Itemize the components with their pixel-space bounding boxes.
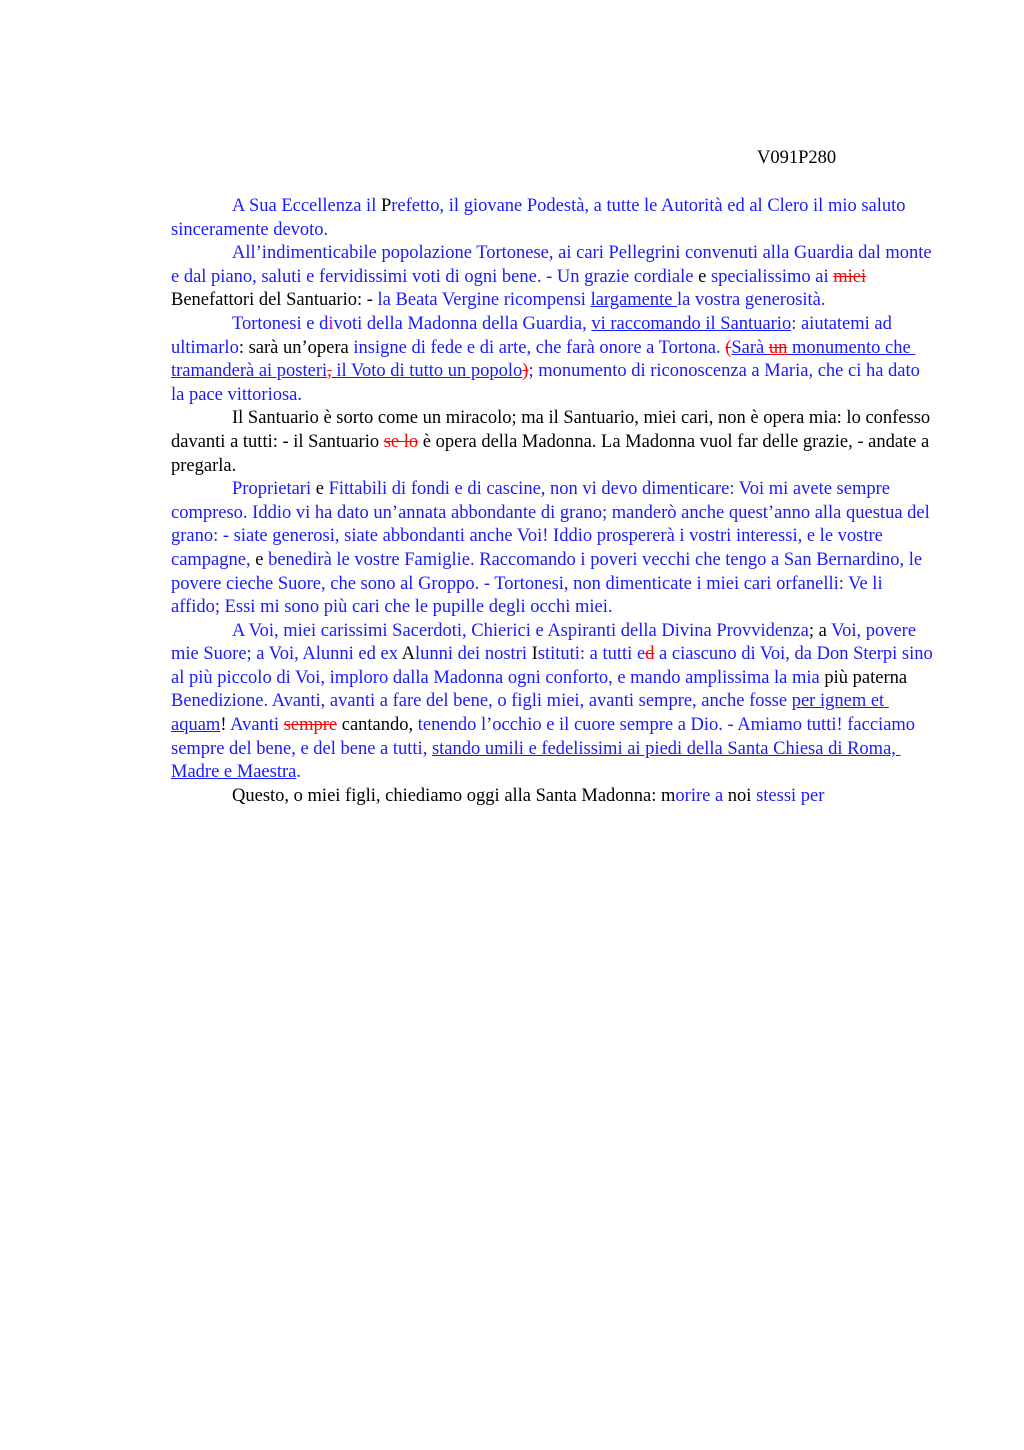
deleted-text-run: ) [522, 361, 529, 382]
text-run: più paterna [824, 667, 912, 688]
text-run: la [377, 290, 396, 311]
text-run: Voi, povere mie Suore; a Voi, Alunni ed ex [171, 620, 921, 665]
text-run: ; a [808, 620, 832, 641]
paragraph [171, 242, 937, 313]
deleted-text-run: sempre [283, 715, 338, 736]
text-run: benedirà le vostre Famiglie. Raccomando i poveri vecchi che tengo a San Bernardino, le povere cieche Suore, che sono al Groppo. - Tortonesi, non dimenticate i miei cari orfanelli: Ve li affido; Essi mi sono più cari che le pupille degli occhi miei. [171, 549, 927, 618]
text-run: largamente [590, 290, 678, 311]
paragraph [171, 620, 938, 785]
paragraph [171, 407, 933, 478]
text-run: Tortonesi e d [232, 313, 329, 334]
text-run: voti della Madonna della Guardia, [333, 313, 592, 334]
text-run: vi raccomando il Santuario [591, 313, 792, 334]
text-run: I [531, 644, 538, 665]
text-run: stando umili e fedelissimi ai piedi della Santa Chiesa di Roma, Madre e Maestra [171, 738, 901, 783]
text-run: ! [220, 715, 231, 736]
paragraph [171, 478, 933, 620]
text-run: P [380, 196, 392, 216]
text-run: refetto, il giovane Podestà, a tutte le Autorità ed al Clero il mio saluto sinceramente devoto. [171, 196, 911, 240]
text-run: e [255, 549, 269, 570]
deleted-text-run: un [768, 337, 788, 358]
text-run: Fittabili di fondi e di cascine, non vi devo dimenticare: Voi mi avete sempre compreso. Iddio vi ha dato un’annata abbondante di grano; manderò anche quest’anno alla questua del grano: - siate generosi, siate abbondanti anche Voi! Iddio prospererà i vostri interessi, e le vostre campagne, [171, 479, 935, 570]
deleted-text-run: miei [833, 266, 867, 287]
text-run: Avanti [230, 715, 284, 736]
text-run: All’indimenticabile popolazione Tortonese, ai cari Pellegrini convenuti alla Guardia dal monte e dal piano, saluti e fervidissimi voti di ogni bene. - Un grazie cordiale [171, 243, 937, 287]
paragraph [171, 785, 933, 809]
text-run: : sarà [238, 337, 284, 358]
text-run: specialissimo ai [710, 266, 834, 287]
text-run: tenendo l’occhio e il cuore sempre a Dio. - Amiamo tutti! facciamo sempre del bene, e del bene a tutti, [171, 715, 920, 759]
text-run: Il Santuario è sorto come un miracolo; ma il Santuario, miei cari, non è opera mia: lo confesso davanti a tutti: - il Santuario [171, 408, 935, 452]
text-run: Benefattori del Santuario: - [171, 290, 378, 311]
text-run: e [315, 479, 329, 500]
text-run: a ciascuno di Voi, da Don Sterpi sino al più piccolo di Voi, imploro dalla Madonna ogni conforto, e mando amplissima la mia [171, 644, 938, 688]
text-run: noi [727, 785, 757, 806]
deleted-text-run: , [327, 361, 332, 382]
text-run: per ignem et aquam [171, 691, 889, 736]
text-run: A Sua Eccellenza il [232, 196, 381, 216]
text-run: un’opera [283, 337, 354, 358]
document-body [171, 195, 938, 808]
text-run: A Voi, miei carissimi Sacerdoti, Chierici e Aspiranti della Divina Provvidenza [232, 620, 809, 641]
paragraph [171, 195, 933, 242]
text-run: cantando, [337, 715, 418, 736]
text-run: Beata Vergine ricompensi [395, 290, 591, 311]
text-run: e [698, 266, 711, 287]
text-run: monumento che tramanderà ai posteri [171, 337, 916, 382]
text-run: lunni dei nostri [414, 644, 532, 665]
deleted-text-run: se lo [383, 431, 419, 452]
text-run: i [328, 313, 334, 334]
text-run: Sarà [731, 337, 769, 358]
text-run: Questo, o miei figli, chiediamo oggi alla Santa Madonna: m [232, 785, 676, 806]
text-run: orire a [675, 785, 728, 806]
text-run: : aiutatemi ad ultimarlo [171, 313, 897, 358]
deleted-text-run: ( [725, 337, 732, 358]
text-run: la vostra generosità. [677, 290, 826, 311]
paragraph [171, 313, 933, 407]
text-run: A [401, 644, 415, 665]
text-run: stessi per [756, 785, 825, 806]
page-id: V091P280 [757, 148, 837, 168]
text-run: Proprietari [232, 479, 316, 500]
text-run: è opera della Madonna. La Madonna vuol far delle grazie, - andate a pregarla. [171, 431, 934, 476]
text-run: il Voto di tutto un popolo [331, 361, 523, 382]
text-run: insigne di fede e di arte, che farà onore a Tortona. [353, 337, 726, 358]
text-run: . [296, 762, 301, 783]
text-run: stituti: a tutti e [537, 644, 646, 665]
text-run [866, 267, 871, 287]
deleted-text-run: d [645, 644, 655, 665]
text-run: Benedizione. Avanti, avanti a fare del bene, o figli miei, avanti sempre, anche fosse [171, 691, 792, 712]
text-run: ; monumento di riconoscenza a Maria, che ci ha dato la pace vittoriosa. [171, 361, 925, 405]
